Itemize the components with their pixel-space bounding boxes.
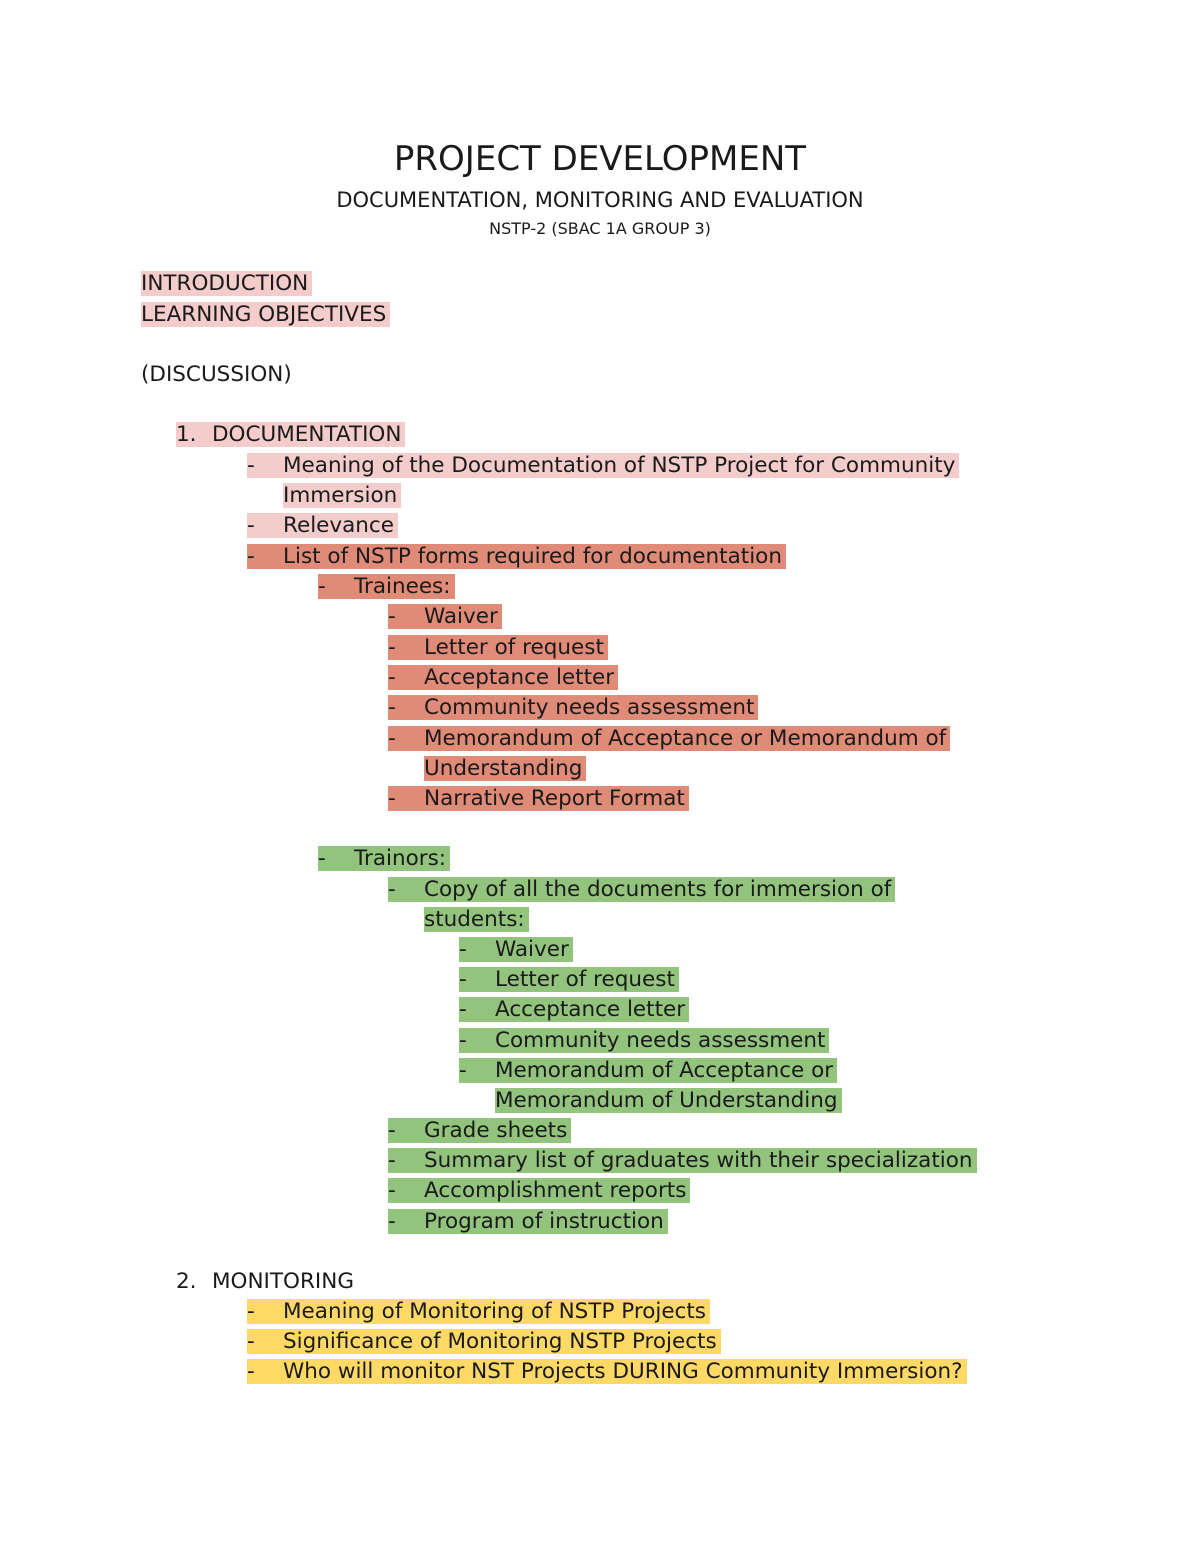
list-item xyxy=(247,1358,967,1386)
item-text: Trainees: xyxy=(354,574,451,599)
dash-bullet: - xyxy=(459,967,467,992)
learning-objectives-label: LEARNING OBJECTIVES xyxy=(141,302,390,327)
dash-bullet: - xyxy=(247,1359,255,1384)
item-highlight xyxy=(388,726,950,751)
dash-bullet: - xyxy=(388,877,396,902)
list-item xyxy=(247,1298,710,1326)
list-item-continued xyxy=(424,755,586,783)
dash-bullet: - xyxy=(388,1118,396,1143)
dash-bullet: - xyxy=(247,1299,255,1324)
list-item xyxy=(459,936,573,964)
list-item xyxy=(388,1208,668,1236)
list-item-continued xyxy=(283,482,401,510)
dash-bullet: - xyxy=(318,574,326,599)
item-highlight xyxy=(388,604,502,629)
dash-bullet: - xyxy=(388,786,396,811)
list-item xyxy=(247,543,786,571)
item-text: Narrative Report Format xyxy=(424,786,685,811)
item-text: Letter of request xyxy=(495,967,675,992)
item-highlight xyxy=(388,1148,977,1173)
list-item xyxy=(247,1328,721,1356)
item-highlight xyxy=(247,453,959,478)
item-text: Summary list of graduates with their specialization xyxy=(424,1148,973,1173)
introduction-label: INTRODUCTION xyxy=(141,271,312,296)
section-number: 2. xyxy=(176,1269,197,1294)
item-highlight xyxy=(459,997,689,1022)
item-text: Waiver xyxy=(495,937,569,962)
list-item xyxy=(247,452,959,480)
page-title: PROJECT DEVELOPMENT xyxy=(393,139,807,179)
dash-bullet: - xyxy=(459,997,467,1022)
item-text: List of NSTP forms required for documentation xyxy=(283,544,782,569)
item-text: Accomplishment reports xyxy=(424,1178,687,1203)
list-item xyxy=(247,512,398,540)
discussion-label: (DISCUSSION) xyxy=(141,362,292,387)
list-item xyxy=(459,1027,829,1055)
list-item xyxy=(459,996,689,1024)
list-item-continued xyxy=(424,906,529,934)
list-item xyxy=(388,725,950,753)
item-highlight xyxy=(459,1028,829,1053)
section-title: DOCUMENTATION xyxy=(212,422,402,447)
item-text: Copy of all the documents for immersion of xyxy=(424,877,892,902)
list-item xyxy=(388,785,689,813)
item-text: Immersion xyxy=(283,483,401,508)
item-highlight xyxy=(388,1118,571,1143)
item-text: Significance of Monitoring NSTP Projects xyxy=(283,1329,717,1354)
item-highlight xyxy=(388,1178,690,1203)
discussion-line xyxy=(141,361,292,389)
list-item xyxy=(388,694,758,722)
item-text: Understanding xyxy=(424,756,586,781)
item-highlight xyxy=(459,1058,837,1083)
list-item xyxy=(388,1147,977,1175)
item-highlight xyxy=(247,1329,721,1354)
section-title: MONITORING xyxy=(212,1269,354,1294)
item-text: Grade sheets xyxy=(424,1118,568,1143)
dash-bullet: - xyxy=(388,1148,396,1173)
intro-line xyxy=(141,270,312,298)
dash-bullet: - xyxy=(459,1028,467,1053)
item-highlight xyxy=(388,665,618,690)
dash-bullet: - xyxy=(247,513,255,538)
course-label: NSTP-2 (SBAC 1A GROUP 3) xyxy=(489,219,711,238)
dash-bullet: - xyxy=(388,726,396,751)
list-item xyxy=(388,876,895,904)
dash-bullet: - xyxy=(388,604,396,629)
dash-bullet: - xyxy=(459,1058,467,1083)
item-highlight xyxy=(459,967,679,992)
item-highlight xyxy=(388,786,689,811)
dash-bullet: - xyxy=(388,665,396,690)
item-text: Memorandum of Understanding xyxy=(495,1088,842,1113)
dash-bullet: - xyxy=(388,695,396,720)
item-highlight xyxy=(318,846,450,871)
item-highlight xyxy=(388,695,758,720)
item-text: Who will monitor NST Projects DURING Community Immersion? xyxy=(283,1359,963,1384)
item-text: Acceptance letter xyxy=(424,665,615,690)
item-text: Program of instruction xyxy=(424,1209,664,1234)
list-item-continued xyxy=(495,1087,842,1115)
page-subtitle: DOCUMENTATION, MONITORING AND EVALUATION xyxy=(336,188,864,212)
item-text: students: xyxy=(424,907,529,932)
item-text: Waiver xyxy=(424,604,498,629)
dash-bullet: - xyxy=(459,937,467,962)
list-item xyxy=(459,1057,837,1085)
item-text: Memorandum of Acceptance or Memorandum of xyxy=(424,726,947,751)
item-text: Community needs assessment xyxy=(424,695,755,720)
dash-bullet: - xyxy=(318,846,326,871)
section-documentation xyxy=(176,421,405,449)
item-text: Memorandum of Acceptance or xyxy=(495,1058,834,1083)
dash-bullet: - xyxy=(247,544,255,569)
item-highlight xyxy=(459,937,573,962)
item-text: Acceptance letter xyxy=(495,997,686,1022)
list-item xyxy=(388,603,502,631)
item-text: Meaning of the Documentation of NSTP Project for Community xyxy=(283,453,956,478)
dash-bullet: - xyxy=(388,1178,396,1203)
list-item xyxy=(388,1177,690,1205)
item-highlight xyxy=(388,877,895,902)
item-highlight xyxy=(318,574,455,599)
dash-bullet: - xyxy=(247,453,255,478)
objectives-line xyxy=(141,301,390,329)
list-item xyxy=(388,1117,571,1145)
list-item xyxy=(459,966,679,994)
item-text: Meaning of Monitoring of NSTP Projects xyxy=(283,1299,707,1324)
item-highlight xyxy=(247,1299,710,1324)
section-number: 1. xyxy=(176,422,197,447)
dash-bullet: - xyxy=(388,635,396,660)
item-highlight xyxy=(247,544,786,569)
item-highlight xyxy=(247,513,398,538)
item-highlight xyxy=(247,1359,967,1384)
item-text: Community needs assessment xyxy=(495,1028,826,1053)
dash-bullet: - xyxy=(388,1209,396,1234)
item-text: Relevance xyxy=(283,513,394,538)
item-text: Letter of request xyxy=(424,635,604,660)
section-heading xyxy=(176,422,405,447)
list-item xyxy=(318,845,450,873)
item-text: Trainors: xyxy=(354,846,447,871)
item-highlight xyxy=(388,635,608,660)
list-item xyxy=(388,664,618,692)
list-item xyxy=(318,573,455,601)
list-item xyxy=(388,634,608,662)
item-highlight xyxy=(388,1209,668,1234)
dash-bullet: - xyxy=(247,1329,255,1354)
section-monitoring xyxy=(176,1268,354,1296)
